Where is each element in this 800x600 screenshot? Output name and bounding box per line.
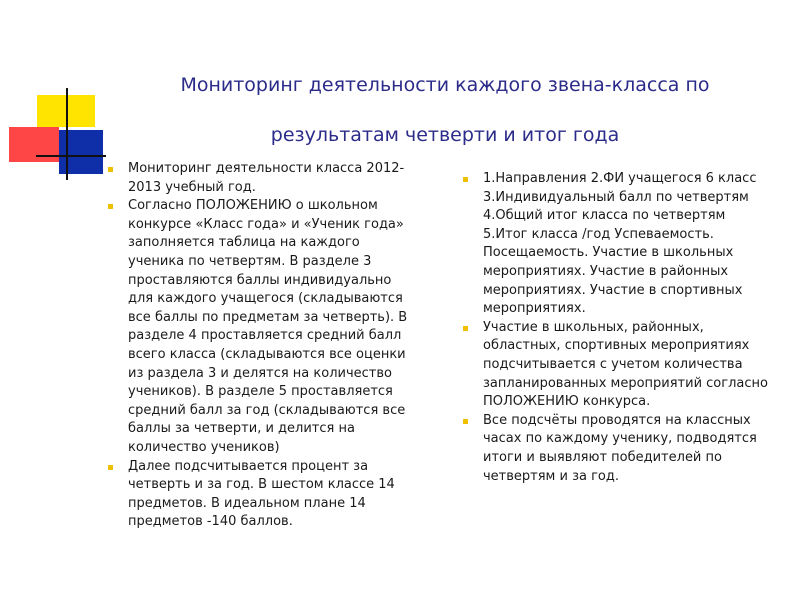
list-item — [463, 412, 773, 486]
right-column — [463, 170, 773, 486]
list-item — [108, 160, 420, 197]
title-line-2: результатам четверти и итог года — [270, 124, 620, 146]
list-item-text: Далее подсчитывается процент за четверть и за год. В шестом классе 14 предметов. В идеальном плане 14 предметов -140 баллов. — [128, 458, 395, 530]
list-item — [108, 458, 420, 532]
left-bullet-list — [108, 160, 420, 532]
list-item — [463, 170, 773, 319]
bullet-icon — [108, 465, 113, 470]
right-bullet-list — [463, 170, 773, 486]
list-item-text: Согласно ПОЛОЖЕНИЮ о школьном конкурсе «Класс года» и «Ученик года» заполняется таблица на каждого ученика по четвертям. В разделе 3 проставляются баллы индивидуально для каждого учащегося (складываются все баллы по предметам за четверть). В разделе 4 проставляется средний балл всего класса (складываются все оценки из раздела 3 и делятся на количество учеников). В разделе 5 проставляется средний балл за год (складываются все баллы за четверти, и делится на количество учеников) — [128, 198, 408, 455]
bullet-icon — [108, 204, 113, 209]
left-column — [108, 160, 420, 532]
horizontal-line — [36, 155, 106, 157]
vertical-line — [66, 88, 68, 180]
list-item-text: Участие в школьных, районных, областных, спортивных мероприятиях подсчитывается с учетом количества запланированных мероприятий согласно ПОЛОЖЕНИЮ конкурса. — [483, 319, 768, 410]
slide-title — [110, 60, 780, 160]
decorative-logo — [0, 0, 110, 190]
list-item-text: Все подсчёты проводятся на классных часах по каждому ученику, подводятся итоги и выявляют победителей по четвертям и за год. — [483, 412, 757, 484]
list-item-text: Мониторинг деятельности класса 2012-2013 учебный год. — [128, 161, 405, 195]
title-line-1: Мониторинг деятельности каждого звена-класса по — [180, 74, 710, 96]
bullet-icon — [463, 419, 468, 424]
list-item — [108, 197, 420, 457]
list-item-text: 1.Направления 2.ФИ учащегося 6 класс 3.Индивидуальный балл по четвертям 4.Общий итог класса по четвертям 5.Итог класса /год Успеваемость. Посещаемость. Участие в школьных мероприятиях. Участие в районных мероприятиях. Участие в спортивных мероприятиях. — [483, 171, 757, 317]
list-item — [463, 319, 773, 412]
bullet-icon — [463, 326, 468, 331]
bullet-icon — [108, 167, 113, 172]
bullet-icon — [463, 177, 468, 182]
